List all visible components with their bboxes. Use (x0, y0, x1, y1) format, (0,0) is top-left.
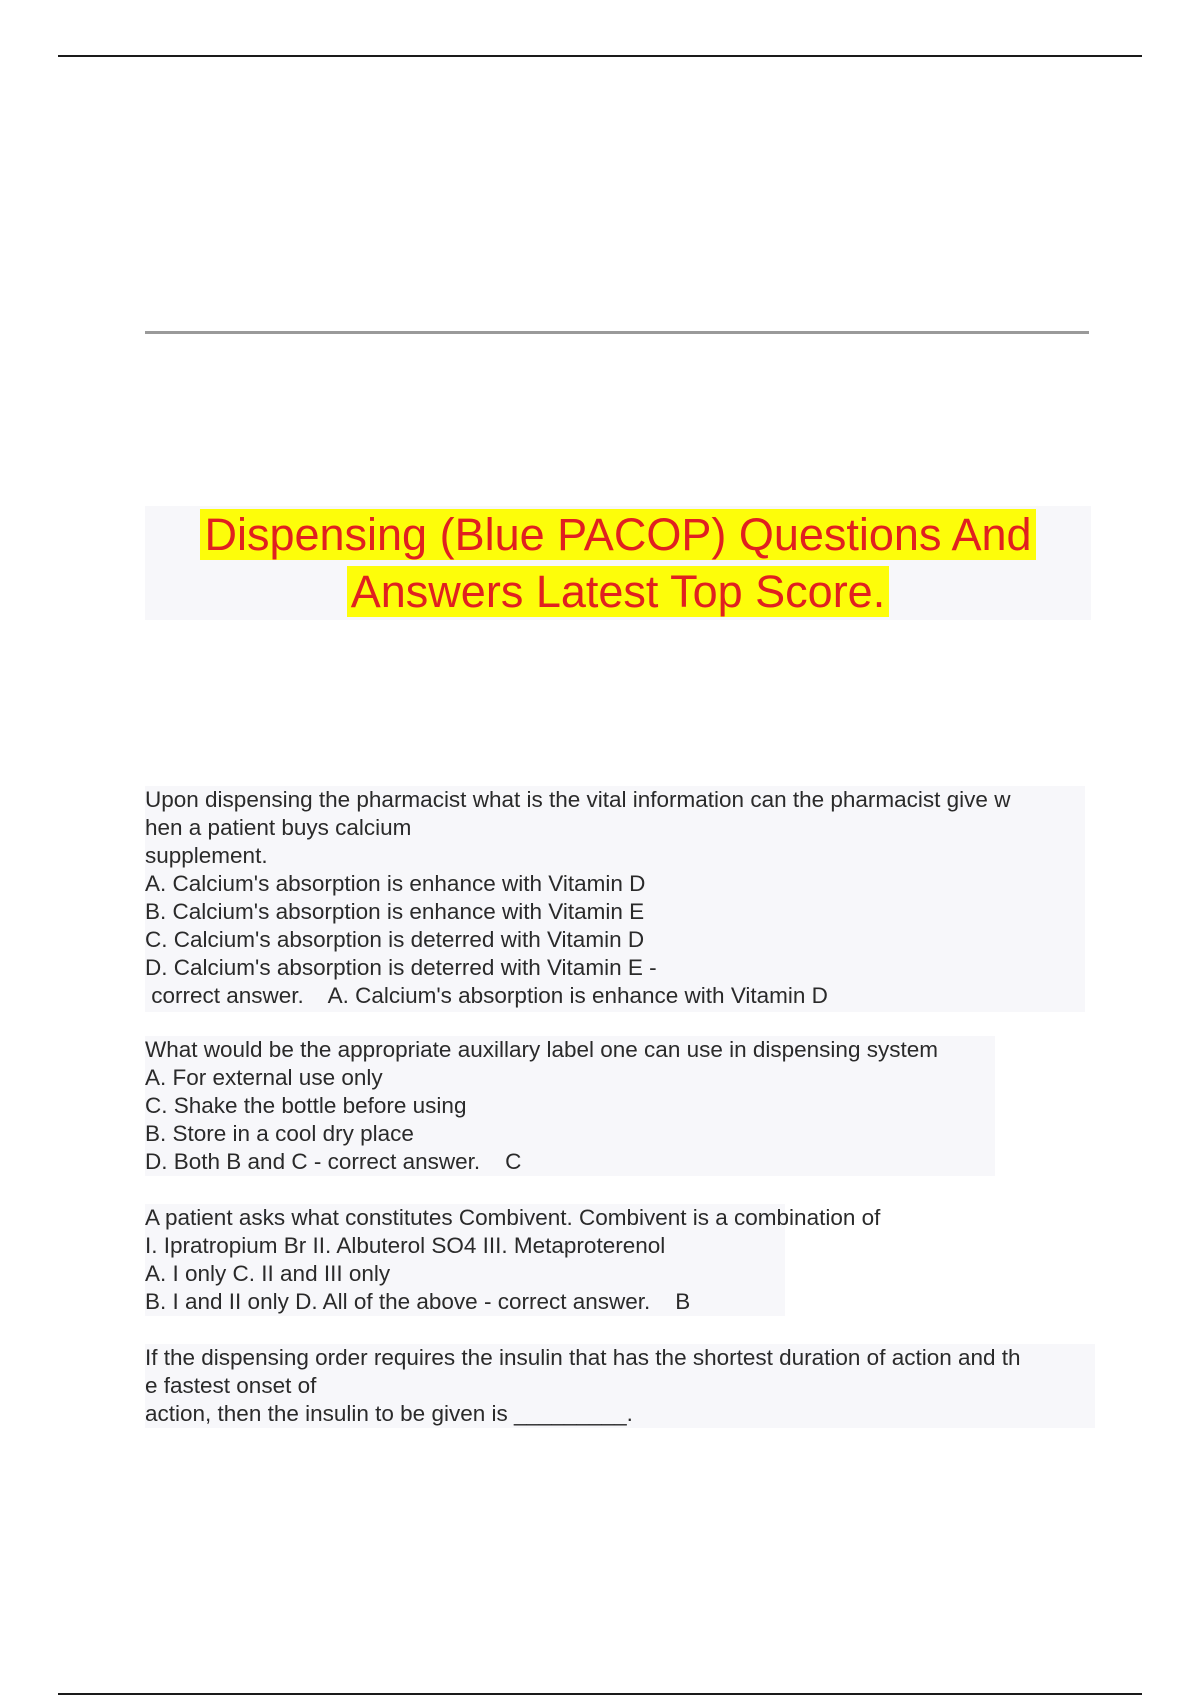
question-1-option: D. Calcium's absorption is deterred with Vitamin E - (145, 955, 657, 980)
question-4-line: action, then the insulin to be given is _________. (145, 1401, 633, 1426)
top-rule (58, 55, 1142, 57)
question-4-line: If the dispensing order requires the insulin that has the shortest duration of action and th (145, 1345, 1021, 1370)
header-divider (145, 331, 1089, 334)
question-1-line: hen a patient buys calcium (145, 815, 412, 840)
page-title (200, 506, 1035, 620)
title-line-1: Dispensing (Blue PACOP) Questions And (200, 509, 1035, 560)
title-box (145, 506, 1091, 620)
question-2-answer: D. Both B and C - correct answer. C (145, 1149, 522, 1174)
question-4 (145, 1344, 1095, 1428)
question-2-option: C. Shake the bottle before using (145, 1093, 467, 1118)
question-3-line: A patient asks what constitutes Combivent. Combivent is a combination of (145, 1205, 881, 1230)
question-1 (145, 786, 1095, 1010)
question-3-answer: B. I and II only D. All of the above - correct answer. B (145, 1289, 691, 1314)
question-1-option: C. Calcium's absorption is deterred with Vitamin D (145, 927, 645, 952)
question-1-line: supplement. (145, 843, 268, 868)
question-3 (145, 1204, 1095, 1316)
question-2-option: A. For external use only (145, 1065, 383, 1090)
question-3-line: I. Ipratropium Br II. Albuterol SO4 III. Metaproterenol (145, 1233, 666, 1258)
question-1-answer: correct answer. A. Calcium's absorption is enhance with Vitamin D (145, 983, 828, 1008)
question-2-option: B. Store in a cool dry place (145, 1121, 414, 1146)
question-2-line: What would be the appropriate auxillary label one can use in dispensing system (145, 1037, 938, 1062)
question-4-line: e fastest onset of (145, 1373, 317, 1398)
question-1-option: B. Calcium's absorption is enhance with Vitamin E (145, 899, 645, 924)
question-1-line: Upon dispensing the pharmacist what is the vital information can the pharmacist give w (145, 787, 1011, 812)
question-3-option: A. I only C. II and III only (145, 1261, 391, 1286)
question-1-option: A. Calcium's absorption is enhance with Vitamin D (145, 871, 646, 896)
title-line-2: Answers Latest Top Score. (347, 566, 889, 617)
question-2 (145, 1036, 1095, 1176)
bottom-rule (58, 1693, 1142, 1695)
